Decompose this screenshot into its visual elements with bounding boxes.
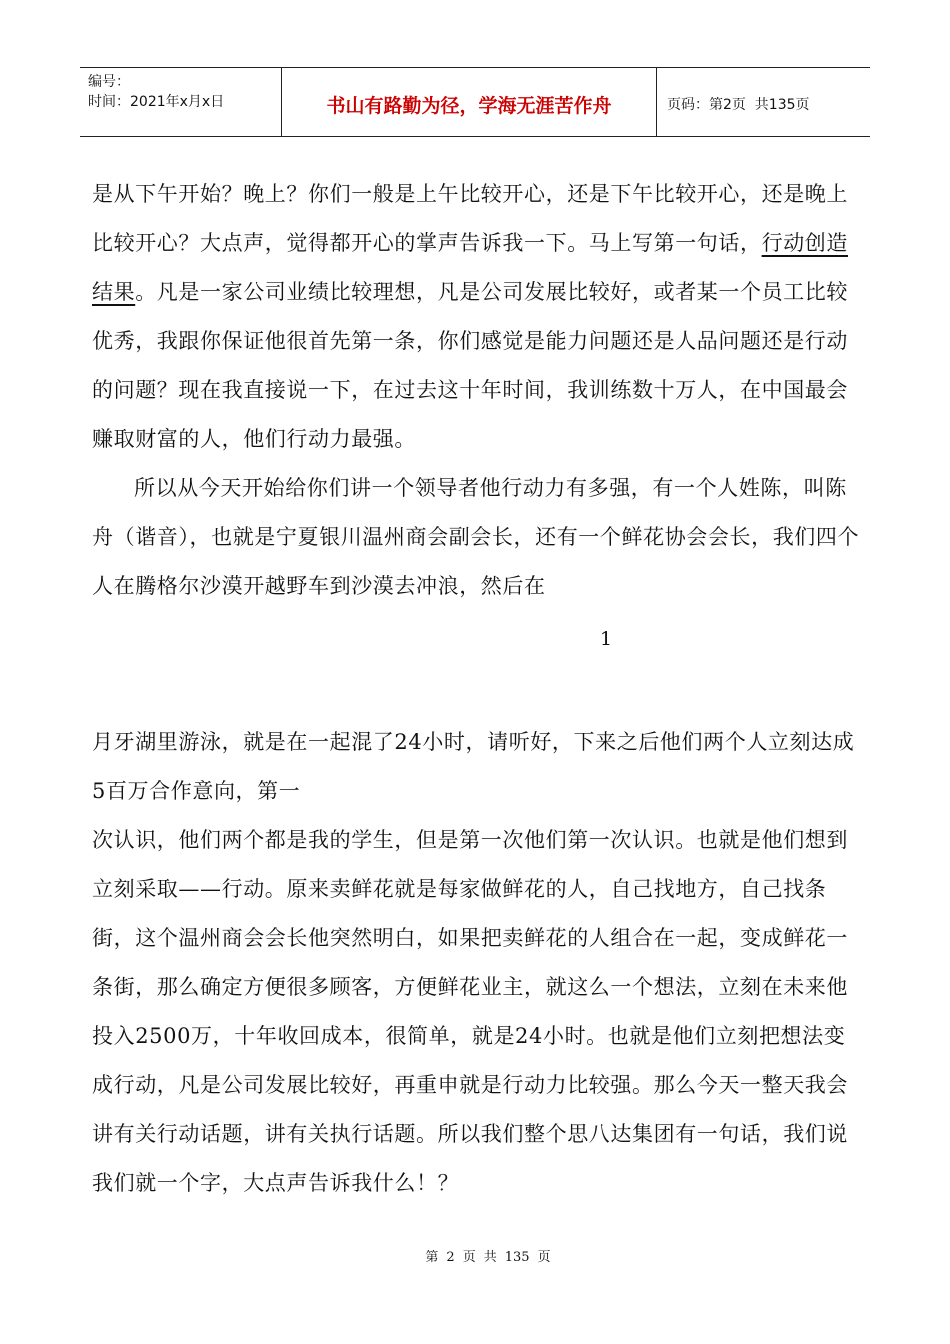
body-paragraph: 次认识，他们两个都是我的学生，但是第一次他们第一次认识。也就是他们想到立刻采取——行动。原来卖鲜花就是每家做鲜花的人，自己找地方，自己找条街，这个温州商会会长他突然明白，如果把卖鲜花的人组合在一起，变成鲜花一条街，那么确定方便很多顾客，方便鲜花业主，就这么一个想法，立刻在未来他投入2500万，十年收回成本，很简单，就是24小时。也就是他们立刻把想法变成行动，凡是公司发展比较好，再重申就是行动力比较强。那么今天一整天我会讲有关行动话题，讲有关执行话题。所以我们整个思八达集团有一句话，我们说我们就一个字，大点声告诉我什么！？ [92, 828, 848, 1195]
footer-total: 135 [504, 1250, 530, 1265]
header-meta-cell [80, 68, 282, 136]
footer-gong: 共 [483, 1250, 497, 1265]
footer-ye2: 页 [537, 1250, 551, 1265]
header-motto: 书山有路勤为径，学海无涯苦作舟 [282, 68, 657, 136]
date-label: 时间：2021年x月x日 [88, 94, 225, 110]
footer-ye: 页 [462, 1250, 476, 1265]
body-paragraph: 所以从今天开始给你们讲一个领导者他行动力有多强，有一个人姓陈，叫陈舟（谐音），也就是宁夏银川温州商会副会长，还有一个鲜花协会会长，我们四个人在腾格尔沙漠开越野车到沙漠去冲浪，然后在 [92, 476, 860, 598]
inline-page-number: 1 [600, 628, 613, 650]
underlined-phrase: 行动创造结果 [92, 231, 849, 304]
header-page-code: 页码：第2页 共135页 [667, 97, 810, 113]
document-header [80, 67, 870, 137]
page-footer [0, 1246, 950, 1265]
header-page-cell [657, 68, 870, 136]
footer-page: 2 [446, 1250, 455, 1265]
paragraph-text: 。凡是一家公司业绩比较理想，凡是公司发展比较好，或者某一个员工比较优秀，我跟你保证他很首先第一条，你们感觉是能力问题还是人品问题还是行动的问题？现在我直接说一下，在过去这十年时间，我训练数十万人，在中国最会赚取财富的人，他们行动力最强。 [92, 280, 848, 451]
body-paragraph: 月牙湖里游泳，就是在一起混了24小时，请听好，下来之后他们两个人立刻达成5百万合作意向，第一 [92, 730, 855, 803]
body-section-2 [92, 718, 860, 1208]
paragraph-text: 是从下午开始？晚上？你们一般是上午比较开心，还是下午比较开心，还是晚上比较开心？大点声，觉得都开心的掌声告诉我一下。马上写第一句话， [92, 182, 848, 255]
body-paragraph [92, 170, 860, 464]
body-section-1 [92, 170, 860, 611]
code-label: 编号： [88, 74, 130, 90]
footer-di: 第 [425, 1250, 439, 1265]
